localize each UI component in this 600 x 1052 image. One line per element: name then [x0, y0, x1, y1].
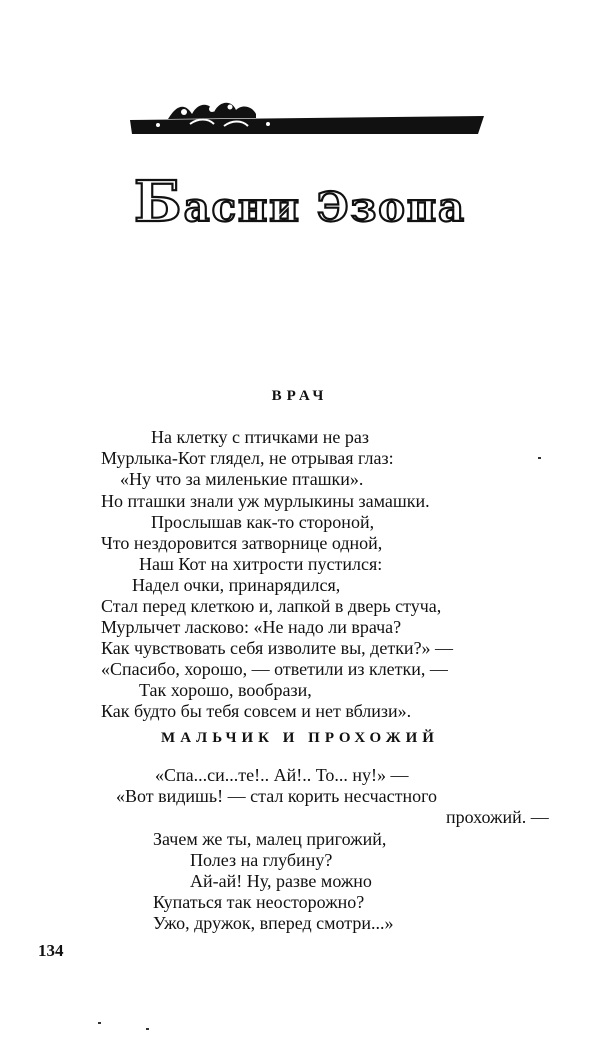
verse-line: «Спасибо, хорошо, — ответили из клетки, — [101, 659, 448, 679]
verse-line: «Ну что за миленькие пташки». [120, 469, 364, 489]
print-speck [538, 457, 541, 459]
section-title-initial: Б [133, 169, 184, 235]
verse-line: прохожий. — [446, 807, 549, 827]
verse-line: Но пташки знали уж мурлыкины замашки. [101, 491, 430, 511]
verse-line: «Спа...си...те!.. Ай!.. То... ну!» — [155, 765, 409, 785]
verse-line: Прослышав как-то стороной, [151, 512, 375, 532]
verse-line: Ужо, дружок, вперед смотри...» [153, 913, 394, 933]
verse-line: «Вот видишь! — стал корить несчастного [116, 786, 438, 806]
print-speck [98, 1022, 101, 1024]
section-title [0, 169, 600, 238]
verse-line: Купаться так неосторожно? [153, 892, 365, 912]
verse-line: Надел очки, принарядился, [132, 575, 341, 595]
verse-line: Наш Кот на хитрости пустился: [139, 554, 383, 574]
verse-line: Мурлычет ласково: «Не надо ли врача? [101, 617, 402, 637]
verse-line: Так хорошо, вообрази, [139, 680, 312, 700]
verse-line: Полез на глубину? [190, 850, 333, 870]
verse-line: Что нездоровится затворнице одной, [101, 533, 383, 553]
verse-line: Стал перед клеткою и, лапкой в дверь стуча, [101, 596, 442, 616]
section-title-rest: асни Эзопа [183, 184, 467, 231]
verse-line: Ай-ай! Ну, разве можно [190, 871, 372, 891]
decorative-header-ornament [128, 100, 488, 144]
verse-line: Зачем же ты, малец пригожий, [153, 829, 387, 849]
verse-line: Мурлыка-Кот глядел, не отрывая глаз: [101, 448, 394, 468]
verse-line: На клетку с птичками не раз [151, 427, 369, 447]
fable-title: МАЛЬЧИК И ПРОХОЖИЙ [161, 730, 439, 746]
verse-line: Как будто бы тебя совсем и нет вблизи». [101, 701, 412, 721]
verse-line: Как чувствовать себя изволите вы, детки?» — [101, 638, 454, 658]
fable-title: ВРАЧ [271, 388, 329, 404]
page-number: 134 [38, 941, 64, 960]
print-speck [146, 1028, 149, 1030]
